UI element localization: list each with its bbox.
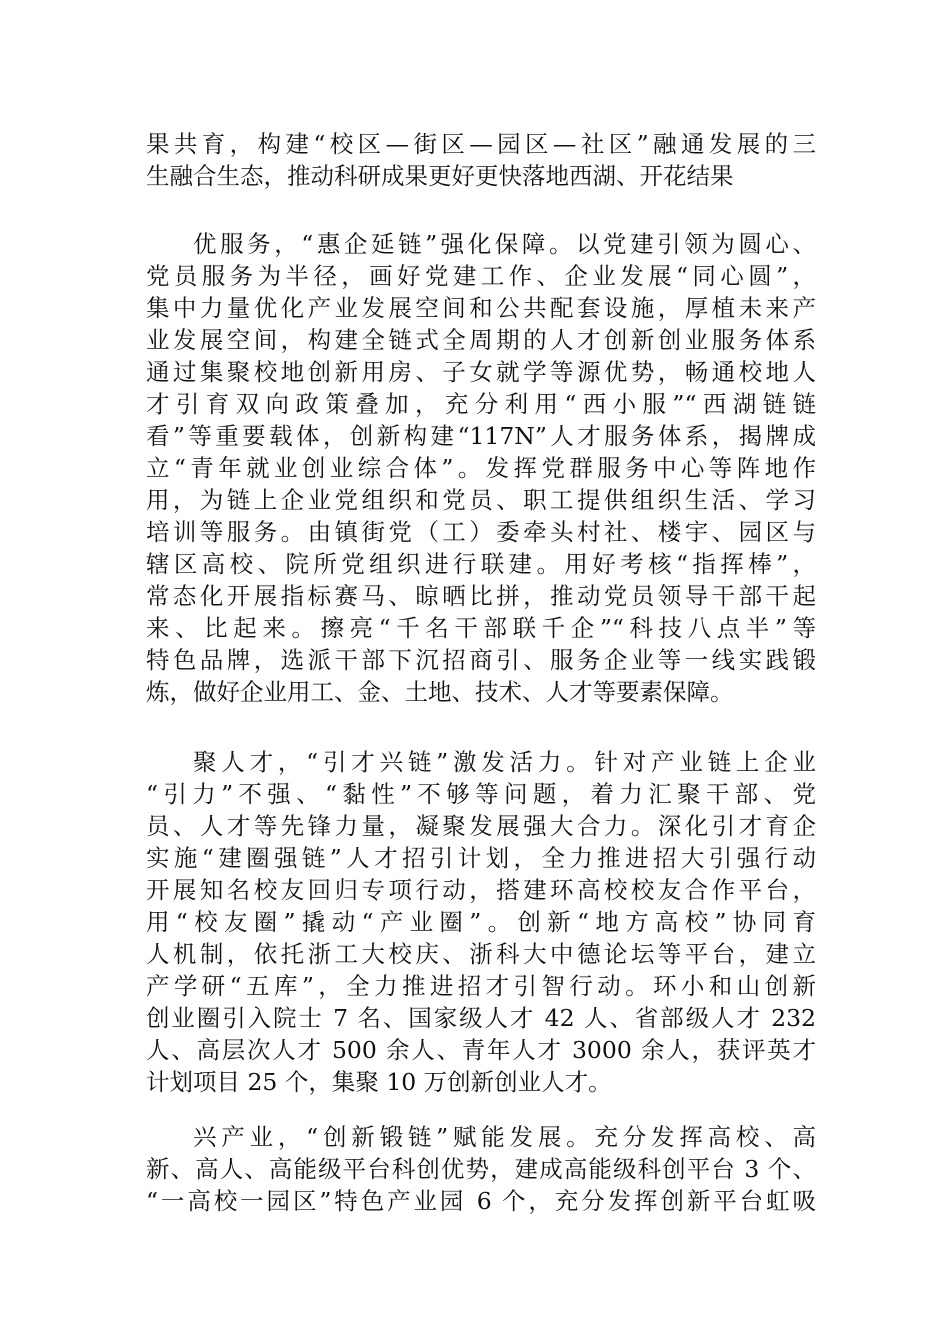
text-line: 立“青年就业创业综合体”。发挥党群服务中心等阵地作 xyxy=(146,454,816,482)
text-line: 创业圈引入院士 7 名、国家级人才 42 人、省部级人才 232 xyxy=(146,1004,816,1032)
paragraph-continuation xyxy=(146,128,816,192)
text-line: 人、高层次人才 500 余人、青年人才 3000 余人，获评英才 xyxy=(146,1036,816,1064)
text-line: 产学研“五库”，全力推进招才引智行动。环小和山创新 xyxy=(146,972,816,1000)
text-line: 实施“建圈强链”人才招引计划，全力推进招大引强行动 xyxy=(146,844,816,872)
text-line: 新、高人、高能级平台科创优势，建成高能级科创平台 3 个、 xyxy=(146,1155,816,1183)
text-line: 集中力量优化产业发展空间和公共配套设施，厚植未来产 xyxy=(146,294,816,322)
text-line: 兴产业，“创新锻链”赋能发展。充分发挥高校、高 xyxy=(193,1123,816,1151)
paragraph-talent xyxy=(146,746,816,1098)
text-line: 党员服务为半径，画好党建工作、企业发展“同心圆”， xyxy=(146,262,816,290)
text-line: 生融合生态，推动科研成果更好更快落地西湖、开花结果 xyxy=(146,162,734,190)
paragraph-industry xyxy=(146,1121,816,1217)
text-line: 员、人才等先锋力量，凝聚发展强大合力。深化引才育企 xyxy=(146,812,816,840)
text-line: 看”等重要载体，创新构建“117N”人才服务体系，揭牌成 xyxy=(146,422,816,450)
text-line: 开展知名校友回归专项行动，搭建环高校校友合作平台， xyxy=(146,876,816,904)
text-line: 用“校友圈”撬动“产业圈”。创新“地方高校”协同育 xyxy=(146,908,816,936)
text-line: 聚人才，“引才兴链”激发活力。针对产业链上企业 xyxy=(193,748,816,776)
text-line: 优服务，“惠企延链”强化保障。以党建引领为圆心、 xyxy=(193,230,816,258)
text-line: 特色品牌，选派干部下沉招商引、服务企业等一线实践锻 xyxy=(146,646,816,674)
text-line: 才引育双向政策叠加，充分利用“西小服”“西湖链链 xyxy=(146,390,816,418)
text-line: 常态化开展指标赛马、晾晒比拼，推动党员领导干部干起 xyxy=(146,582,816,610)
text-line: 人机制，依托浙工大校庆、浙科大中德论坛等平台，建立 xyxy=(146,940,816,968)
text-line: 业发展空间，构建全链式全周期的人才创新创业服务体系 xyxy=(146,326,816,354)
text-line: 通过集聚校地创新用房、子女就学等源优势，畅通校地人 xyxy=(146,358,816,386)
text-line: “引力”不强、“黏性”不够等问题，着力汇聚干部、党 xyxy=(146,780,816,808)
text-line: 炼，做好企业用工、金、土地、技术、人才等要素保障。 xyxy=(146,678,734,706)
text-line: 果共育，构建“校区—街区—园区—社区”融通发展的三 xyxy=(146,130,816,158)
text-line: 计划项目 25 个，集聚 10 万创新创业人才。 xyxy=(146,1068,612,1096)
paragraph-service xyxy=(146,228,816,708)
text-line: 培训等服务。由镇街党（工）委牵头村社、楼宇、园区与 xyxy=(146,518,816,546)
text-line: 辖区高校、院所党组织进行联建。用好考核“指挥棒”， xyxy=(146,550,816,578)
text-line: 来、比起来。擦亮“千名干部联千企”“科技八点半”等 xyxy=(146,614,816,642)
text-line: 用，为链上企业党组织和党员、职工提供组织生活、学习 xyxy=(146,486,816,514)
text-line: “一高校一园区”特色产业园 6 个，充分发挥创新平台虹吸 xyxy=(146,1187,816,1215)
